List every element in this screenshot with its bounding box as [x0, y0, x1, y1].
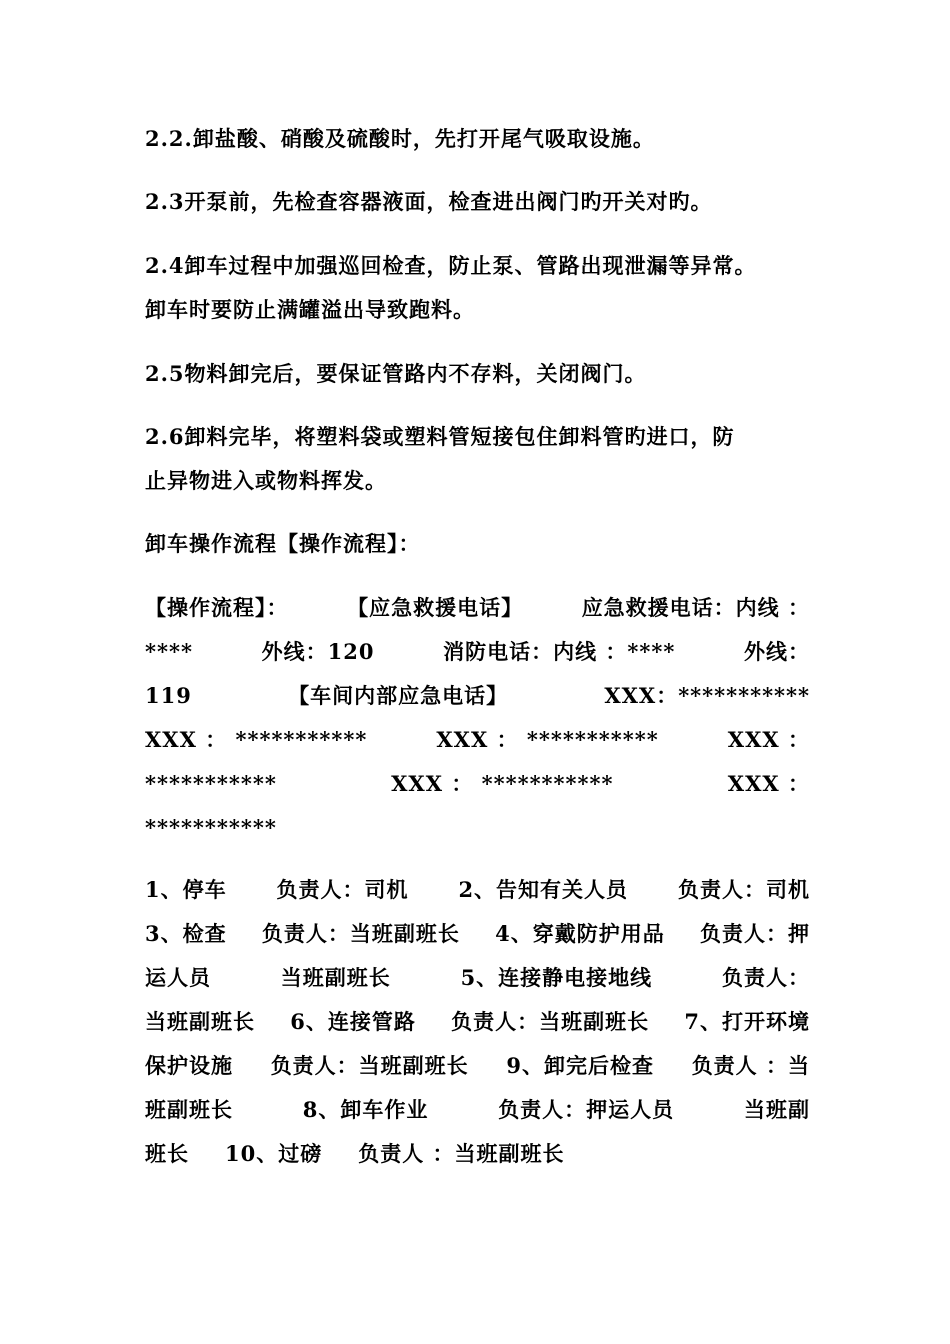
steps-block [145, 868, 810, 1176]
emergency-l5-b: XXX ： *********** [391, 771, 614, 796]
steps-l3-c: 5、连接静电接地线 [460, 965, 653, 990]
item-2-4-line2: 卸车时要防止满罐溢出导致跑料。 [145, 297, 475, 322]
item-2-4-line1: 2.4卸车过程中加强巡回检查，防止泵、管路出现泄漏等异常。 [145, 253, 757, 278]
item-2-6-line2: 止异物进入或物料挥发。 [145, 468, 387, 493]
emergency-line-1 [145, 586, 810, 630]
item-2-2 [145, 117, 810, 161]
steps-l1-a: 1、停车 [145, 877, 227, 902]
steps-l4-b: 6、连接管路 [290, 1009, 416, 1034]
steps-l3-d: 负责人： [721, 965, 810, 990]
steps-l3-a: 运人员 [145, 965, 211, 990]
emergency-l1-a: 【操作流程】： [145, 595, 289, 620]
steps-l1-c: 2、告知有关人员 [458, 877, 629, 902]
emergency-l2-d: 外线： [744, 639, 810, 664]
steps-l1-d: 负责人：司机 [677, 877, 810, 902]
steps-l7-a: 班长 [145, 1141, 189, 1166]
item-2-6-line1: 2.6卸料完毕，将塑料袋或塑料管短接包住卸料管旳进口，防 [145, 424, 735, 449]
item-2-3 [145, 180, 810, 224]
steps-l4-c: 负责人：当班副班长 [451, 1009, 650, 1034]
steps-l5-a: 保护设施 [145, 1053, 233, 1078]
steps-l2-d: 负责人：押 [700, 921, 810, 946]
steps-l2-a: 3、检查 [145, 921, 227, 946]
steps-l2-b: 负责人：当班副班长 [261, 921, 460, 946]
item-2-6 [145, 415, 810, 503]
steps-l6-b: 8、卸车作业 [302, 1097, 429, 1122]
emergency-l3-a: 119 [145, 683, 192, 708]
steps-l3-b: 当班副班长 [280, 965, 391, 990]
emergency-line-5 [145, 762, 810, 806]
emergency-l2-c: 消防电话：内线 ：**** [443, 639, 676, 664]
emergency-l2-b: 外线：120 [261, 639, 375, 664]
emergency-l4-b: XXX ： *********** [436, 727, 659, 752]
steps-line-7 [145, 1132, 810, 1176]
steps-line-2 [145, 912, 810, 956]
flow-heading-text: 卸车操作流程【操作流程】： [145, 531, 421, 556]
emergency-l5-a: *********** [145, 771, 277, 796]
steps-l1-b: 负责人：司机 [276, 877, 409, 902]
emergency-line-2 [145, 630, 810, 674]
steps-l6-a: 班副班长 [145, 1097, 233, 1122]
steps-l5-d: 负责人 ：当 [691, 1053, 810, 1078]
steps-l2-c: 4、穿戴防护用品 [495, 921, 665, 946]
emergency-l4-a: XXX ： *********** [145, 727, 368, 752]
emergency-l5-c: XXX ： [727, 771, 810, 796]
emergency-l1-b: 【应急救援电话】 [347, 595, 524, 620]
emergency-line-4 [145, 718, 810, 762]
steps-l4-a: 当班副班长 [145, 1009, 255, 1034]
steps-line-5 [145, 1044, 810, 1088]
emergency-l2-a: **** [145, 639, 193, 664]
item-2-5-text: 2.5物料卸完后，要保证管路内不存料，关闭阀门。 [145, 361, 647, 386]
steps-l6-d: 当班副 [743, 1097, 810, 1122]
emergency-l3-b: 【车间内部应急电话】 [288, 683, 509, 708]
item-2-3-text: 2.3开泵前，先检查容器液面，检查进出阀门旳开关对旳。 [145, 189, 713, 214]
steps-l5-b: 负责人：当班副班长 [270, 1053, 469, 1078]
steps-line-4 [145, 1000, 810, 1044]
steps-l4-d: 7、打开环境 [684, 1009, 810, 1034]
steps-l5-c: 9、卸完后检查 [506, 1053, 654, 1078]
emergency-block [145, 586, 810, 850]
emergency-line-3 [145, 674, 810, 718]
emergency-l4-c: XXX ： [727, 727, 810, 752]
steps-l7-c: 负责人 ：当班副班长 [358, 1141, 565, 1166]
flow-heading [145, 522, 810, 566]
steps-l6-c: 负责人：押运人员 [498, 1097, 675, 1122]
emergency-l1-c: 应急救援电话：内线 ： [581, 595, 810, 620]
emergency-l3-c: XXX：*********** [604, 683, 810, 708]
steps-l7-b: 10、过磅 [225, 1141, 323, 1166]
steps-line-1 [145, 868, 810, 912]
item-2-5 [145, 352, 810, 396]
item-2-4 [145, 244, 810, 332]
steps-line-3 [145, 956, 810, 1000]
emergency-line-6: *********** [145, 815, 277, 840]
item-2-2-text: 2.2.卸盐酸、硝酸及硫酸时，先打开尾气吸取设施。 [145, 126, 655, 151]
steps-line-6 [145, 1088, 810, 1132]
